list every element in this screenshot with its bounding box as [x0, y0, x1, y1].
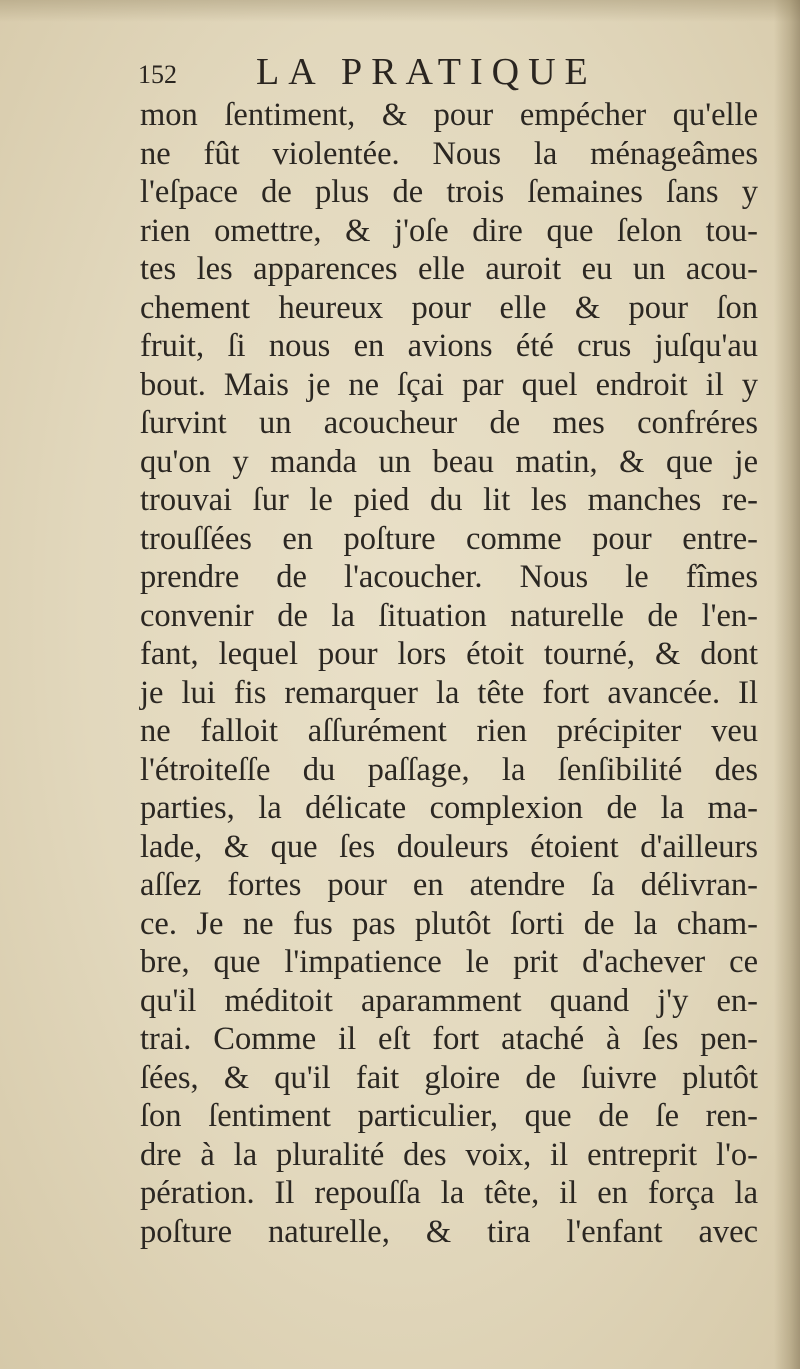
text-line: ce. Je ne fus pas plutôt ſorti de la cham-: [140, 905, 758, 942]
text-line: trai. Comme il eſt fort ataché à ſes pen-: [140, 1021, 758, 1057]
text-line: qu'on y manda un beau matin, & que je: [140, 443, 758, 480]
running-title: LA PRATIQUE: [256, 51, 597, 93]
text-line: rien omettre, & j'oſe dire que ſelon tou-: [140, 212, 758, 249]
text-line: poſture naturelle, & tira l'enfant avec: [140, 1213, 758, 1250]
text-line: l'eſpace de plus de trois ſemaines ſans y: [140, 174, 758, 210]
text-line: ſurvint un acoucheur de mes confréres: [140, 405, 758, 441]
text-line: bre, que l'impatience le prit d'achever ce: [140, 944, 758, 980]
text-line: chement heureux pour elle & pour ſon: [140, 289, 758, 326]
text-line: ne falloit aſſurément rien précipiter veu: [140, 713, 758, 749]
text-line: l'étroiteſſe du paſſage, la ſenſibilité des: [140, 751, 758, 788]
text-line: prendre de l'acoucher. Nous le fîmes: [140, 559, 758, 595]
page-number: 152: [138, 60, 177, 89]
page-top-shadow: [0, 0, 800, 22]
text-line: convenir de la ſituation naturelle de l'en-: [140, 597, 758, 634]
text-line: bout. Mais je ne ſçai par quel endroit il y: [140, 366, 758, 403]
text-line: fant, lequel pour lors étoit tourné, & dont: [140, 636, 758, 672]
text-line: ſées, & qu'il fait gloire de ſuivre plutôt: [140, 1059, 758, 1096]
page-gutter-shadow: [774, 0, 800, 1369]
text-line: lade, & que ſes douleurs étoient d'ailleurs: [140, 828, 758, 865]
body-text: [140, 96, 760, 1251]
text-line: fruit, ſi nous en avions été crus juſqu'au: [140, 328, 758, 364]
text-line: pération. Il repouſſa la tête, il en força la: [140, 1175, 758, 1211]
text-line: dre à la pluralité des voix, il entreprit l'o-: [140, 1136, 758, 1173]
text-line: je lui fis remarquer la tête fort avancée. Il: [140, 674, 758, 711]
text-line: aſſez fortes pour en atendre ſa délivran-: [140, 867, 758, 903]
text-line: trouvai ſur le pied du lit les manches re-: [140, 482, 758, 518]
text-line: qu'il méditoit aparamment quand j'y en-: [140, 982, 758, 1019]
text-line: trouſſées en poſture comme pour entre-: [140, 520, 758, 557]
text-line: ne fût violentée. Nous la ménageâmes: [140, 135, 758, 172]
text-line: ſon ſentiment particulier, que de ſe ren-: [140, 1098, 758, 1134]
page-header: [138, 50, 658, 96]
text-line: mon ſentiment, & pour empécher qu'elle: [140, 97, 758, 133]
text-line: tes les apparences elle auroit eu un acou-: [140, 251, 758, 287]
text-line: parties, la délicate complexion de la ma-: [140, 790, 758, 826]
